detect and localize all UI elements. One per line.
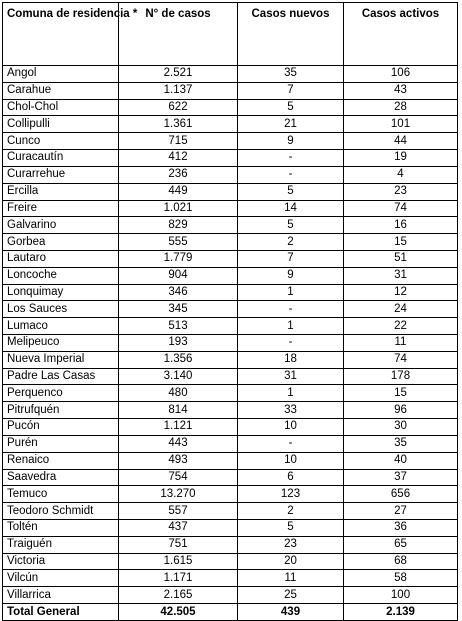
active-cases: 35: [344, 435, 458, 452]
total-label: Total General: [3, 604, 119, 621]
active-cases: 28: [344, 99, 458, 116]
total-cases: 751: [119, 536, 238, 553]
active-cases: 37: [344, 469, 458, 486]
commune-name: Curarrehue: [3, 166, 119, 183]
active-cases: 15: [344, 385, 458, 402]
commune-name: Galvarino: [3, 217, 119, 234]
table-footer: [3, 604, 458, 621]
new-cases: -: [238, 335, 344, 352]
table-row: [3, 486, 458, 503]
commune-name: Lonquimay: [3, 284, 119, 301]
total-cases: 449: [119, 183, 238, 200]
table-row: [3, 419, 458, 436]
active-cases: 65: [344, 536, 458, 553]
new-cases: 1: [238, 385, 344, 402]
table-row: [3, 402, 458, 419]
new-cases: 31: [238, 368, 344, 385]
total-cases: 555: [119, 234, 238, 251]
new-cases: -: [238, 301, 344, 318]
active-cases: 58: [344, 570, 458, 587]
new-cases: 6: [238, 469, 344, 486]
new-cases: 33: [238, 402, 344, 419]
total-cases: 345: [119, 301, 238, 318]
table-row: [3, 536, 458, 553]
commune-name: Pucón: [3, 419, 119, 436]
table-row: [3, 503, 458, 520]
active-cases: 16: [344, 217, 458, 234]
new-cases: -: [238, 166, 344, 183]
active-cases: 44: [344, 133, 458, 150]
total-cases: 437: [119, 519, 238, 536]
header-total-cases: N° de casos: [119, 3, 238, 66]
total-cases: 443: [119, 435, 238, 452]
total-cases: 557: [119, 503, 238, 520]
active-cases: 30: [344, 419, 458, 436]
new-cases: 1: [238, 318, 344, 335]
new-cases: 23: [238, 536, 344, 553]
commune-name: Melipeuco: [3, 335, 119, 352]
commune-name: Victoria: [3, 553, 119, 570]
commune-name: Temuco: [3, 486, 119, 503]
active-cases: 23: [344, 183, 458, 200]
total-cases: 1.121: [119, 419, 238, 436]
active-cases: 656: [344, 486, 458, 503]
total-cases: 754: [119, 469, 238, 486]
table-row: [3, 150, 458, 167]
total-active-cases: 2.139: [344, 604, 458, 621]
new-cases: 2: [238, 503, 344, 520]
commune-name: Carahue: [3, 82, 119, 99]
new-cases: 5: [238, 99, 344, 116]
table-row: [3, 217, 458, 234]
new-cases: 7: [238, 250, 344, 267]
header-commune: Comuna de residencia *: [3, 3, 119, 66]
commune-name: Collipulli: [3, 116, 119, 133]
header-row: [3, 3, 458, 66]
new-cases: 5: [238, 217, 344, 234]
total-cases: 1.615: [119, 553, 238, 570]
total-cases: 904: [119, 267, 238, 284]
active-cases: 19: [344, 150, 458, 167]
table-row: [3, 284, 458, 301]
total-cases: 493: [119, 452, 238, 469]
new-cases: 9: [238, 267, 344, 284]
total-cases: 346: [119, 284, 238, 301]
cases-table-container: [2, 2, 458, 621]
table-header: [3, 3, 458, 66]
commune-name: Cunco: [3, 133, 119, 150]
total-cases: 2.165: [119, 587, 238, 604]
total-cases: 1.021: [119, 200, 238, 217]
new-cases: -: [238, 150, 344, 167]
total-cases: 193: [119, 335, 238, 352]
new-cases: 7: [238, 82, 344, 99]
total-cases: 2.521: [119, 66, 238, 83]
active-cases: 68: [344, 553, 458, 570]
commune-name: Freire: [3, 200, 119, 217]
active-cases: 36: [344, 519, 458, 536]
total-cases: 1.361: [119, 116, 238, 133]
commune-name: Saavedra: [3, 469, 119, 486]
commune-name: Renaico: [3, 452, 119, 469]
total-new-cases: 439: [238, 604, 344, 621]
active-cases: 74: [344, 351, 458, 368]
active-cases: 106: [344, 66, 458, 83]
new-cases: 5: [238, 183, 344, 200]
commune-name: Gorbea: [3, 234, 119, 251]
table-row: [3, 335, 458, 352]
commune-name: Los Sauces: [3, 301, 119, 318]
commune-name: Padre Las Casas: [3, 368, 119, 385]
active-cases: 4: [344, 166, 458, 183]
total-cases: 1.171: [119, 570, 238, 587]
table-row: [3, 250, 458, 267]
new-cases: -: [238, 435, 344, 452]
table-row: [3, 469, 458, 486]
table-row: [3, 519, 458, 536]
total-cases: 513: [119, 318, 238, 335]
table-row: [3, 166, 458, 183]
cases-by-commune-table: [2, 2, 458, 621]
commune-name: Lumaco: [3, 318, 119, 335]
active-cases: 15: [344, 234, 458, 251]
new-cases: 9: [238, 133, 344, 150]
total-cases: 236: [119, 166, 238, 183]
header-active-cases: Casos activos: [344, 3, 458, 66]
commune-name: Villarrica: [3, 587, 119, 604]
commune-name: Ercilla: [3, 183, 119, 200]
active-cases: 101: [344, 116, 458, 133]
active-cases: 22: [344, 318, 458, 335]
commune-name: Chol-Chol: [3, 99, 119, 116]
active-cases: 43: [344, 82, 458, 99]
table-body: [3, 66, 458, 604]
table-row: [3, 452, 458, 469]
new-cases: 21: [238, 116, 344, 133]
active-cases: 178: [344, 368, 458, 385]
commune-name: Toltén: [3, 519, 119, 536]
table-row: [3, 267, 458, 284]
new-cases: 1: [238, 284, 344, 301]
table-row: [3, 99, 458, 116]
active-cases: 12: [344, 284, 458, 301]
table-row: [3, 200, 458, 217]
commune-name: Nueva Imperial: [3, 351, 119, 368]
new-cases: 14: [238, 200, 344, 217]
table-row: [3, 133, 458, 150]
commune-name: Vilcún: [3, 570, 119, 587]
table-row: [3, 351, 458, 368]
new-cases: 2: [238, 234, 344, 251]
total-cases: 715: [119, 133, 238, 150]
active-cases: 11: [344, 335, 458, 352]
active-cases: 74: [344, 200, 458, 217]
table-row: [3, 116, 458, 133]
table-row: [3, 183, 458, 200]
new-cases: 11: [238, 570, 344, 587]
table-row: [3, 318, 458, 335]
total-cases: 622: [119, 99, 238, 116]
total-cases: 829: [119, 217, 238, 234]
active-cases: 31: [344, 267, 458, 284]
commune-name: Traiguén: [3, 536, 119, 553]
new-cases: 5: [238, 519, 344, 536]
table-row: [3, 570, 458, 587]
new-cases: 10: [238, 452, 344, 469]
total-cases: 3.140: [119, 368, 238, 385]
active-cases: 100: [344, 587, 458, 604]
commune-name: Pitrufquén: [3, 402, 119, 419]
commune-name: Perquenco: [3, 385, 119, 402]
table-row: [3, 368, 458, 385]
new-cases: 10: [238, 419, 344, 436]
total-cases: 1.356: [119, 351, 238, 368]
active-cases: 27: [344, 503, 458, 520]
table-row: [3, 587, 458, 604]
commune-name: Loncoche: [3, 267, 119, 284]
total-cases: 13.270: [119, 486, 238, 503]
new-cases: 18: [238, 351, 344, 368]
active-cases: 96: [344, 402, 458, 419]
commune-name: Angol: [3, 66, 119, 83]
commune-name: Teodoro Schmidt: [3, 503, 119, 520]
table-row: [3, 66, 458, 83]
table-row: [3, 385, 458, 402]
table-row: [3, 435, 458, 452]
new-cases: 35: [238, 66, 344, 83]
new-cases: 25: [238, 587, 344, 604]
table-row: [3, 82, 458, 99]
active-cases: 24: [344, 301, 458, 318]
active-cases: 51: [344, 250, 458, 267]
total-cases: 480: [119, 385, 238, 402]
total-row: [3, 604, 458, 621]
commune-name: Curacautín: [3, 150, 119, 167]
table-row: [3, 553, 458, 570]
total-cases: 412: [119, 150, 238, 167]
table-row: [3, 301, 458, 318]
table-row: [3, 234, 458, 251]
commune-name: Lautaro: [3, 250, 119, 267]
header-new-cases: Casos nuevos: [238, 3, 344, 66]
new-cases: 20: [238, 553, 344, 570]
active-cases: 40: [344, 452, 458, 469]
new-cases: 123: [238, 486, 344, 503]
total-cases: 1.779: [119, 250, 238, 267]
commune-name: Purén: [3, 435, 119, 452]
total-cases: 42.505: [119, 604, 238, 621]
total-cases: 814: [119, 402, 238, 419]
total-cases: 1.137: [119, 82, 238, 99]
